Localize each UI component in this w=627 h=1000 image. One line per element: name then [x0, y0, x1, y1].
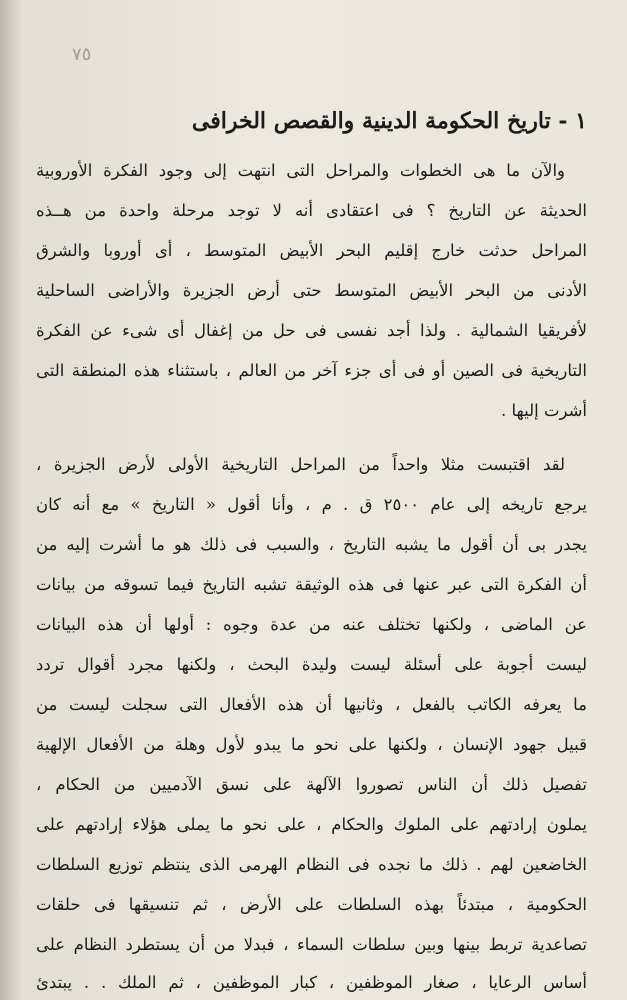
page-number: ٧٥ — [72, 44, 92, 65]
text-line: الحكومية ، مبتدئاً بهذه السلطات على الأرض ، ثم تنسيقها فى حلقات — [36, 895, 587, 914]
page-gutter-shadow — [0, 0, 22, 1000]
text-line: ليست أجوبة على أسئلة ليست وليدة البحث ، ولكنها مجرد أقوال تردد — [36, 655, 587, 674]
text-line: أشرت إليها . — [500, 401, 587, 420]
text-line: يملون إرادتهم على الملوك والحكام ، على نحو ما يملى هؤلاء إرادتهم على — [36, 815, 587, 834]
text-line: عن الماضى ، ولكنها تختلف عنه من عدة وجوه : أولها أن هذه البيانات — [36, 615, 587, 634]
text-line: الخاضعين لهم . ذلك ما نجده فى النظام الهرمى الذى ينتظم توزيع السلطات — [36, 855, 587, 874]
text-line: قبيل جهود الإنسان ، ولكنها على نحو ما يبدو لأول وهلة من الأفعال الإلهية — [36, 735, 587, 754]
text-line: تصاعدية تربط بينها وبين سلطات السماء ، فبدلا من أن يستطرد النظام على — [36, 935, 587, 954]
section-heading: ١ - تاريخ الحكومة الدينية والقصص الخرافى — [191, 108, 587, 134]
text-line: أن الفكرة التى عبر عنها فى هذه الوثيقة تشبه التاريخ فيما تسوقه من بيانات — [36, 575, 587, 594]
text-line: الأدنى من البحر الأبيض المتوسط حتى أرض الجزيرة والأراضى الساحلية — [36, 281, 587, 300]
text-line: الحديثة عن التاريخ ؟ فى اعتقادى أنه لا توجد مرحلة واحدة من هــذه — [36, 201, 587, 220]
text-line: يجدر بى أن أقول ما يشبه التاريخ ، والسبب فى ذلك هو ما أشرت إليه من — [36, 535, 587, 554]
text-line: أساس الرعايا ، صغار الموظفين ، كبار الموظفين ، ثم الملك . . يبتدئ — [36, 973, 587, 992]
text-line: لقد اقتبست مثلا واحداً من المراحل التاريخية الأولى لأرض الجزيرة ، — [36, 455, 565, 474]
text-line: والآن ما هى الخطوات والمراحل التى انتهت إلى وجود الفكرة الأوروبية — [36, 161, 565, 180]
text-line: التاريخية فى الصين أو فى أى جزء آخر من العالم ، باستثناء هذه المنطقة التى — [36, 361, 587, 380]
text-line: ما يعرفه الكاتب بالفعل ، وثانيها أن هذه الأفعال التى سجلت ليست من — [36, 695, 587, 714]
text-line: لأفريقيا الشمالية . ولذا أجد نفسى فى حل من إغفال أى شىء عن الفكرة — [36, 321, 587, 340]
text-line: يرجع تاريخه إلى عام ٢٥٠٠ ق . م ، وأنا أقول « التاريخ » مع أنه كان — [36, 495, 587, 514]
text-line: تفصيل ذلك أن الناس تصوروا الآلهة على نسق الآدميين من الحكام ، — [36, 775, 587, 794]
text-line: المراحل حدثت خارج إقليم البحر الأبيض المتوسط ، أى أوروبا والشرق — [36, 241, 587, 260]
